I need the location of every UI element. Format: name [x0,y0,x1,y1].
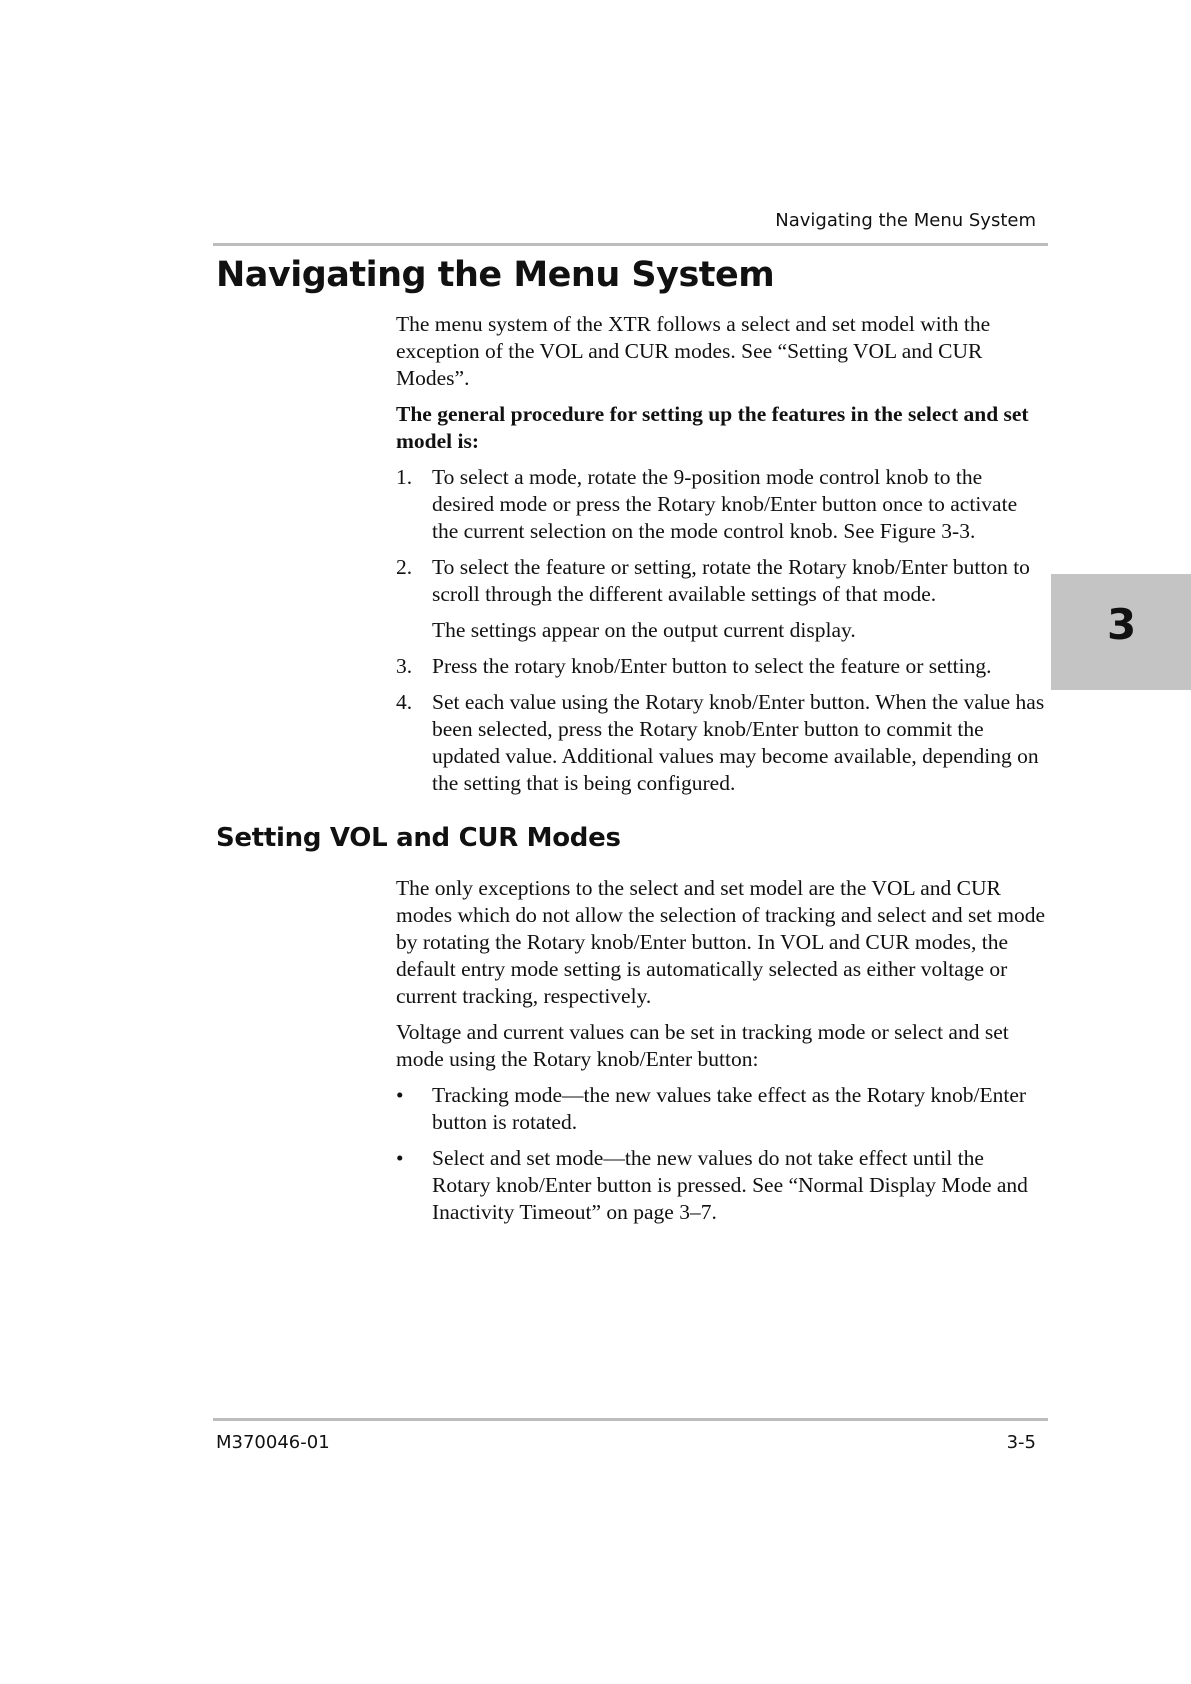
step-text: Set each value using the Rotary knob/Enter button. When the value has been selected, press the Rotary knob/Enter button to commit the updated value. Additional values may become available, depending on the setting that is being configured. [432,690,1045,795]
step-text: Press the rotary knob/Enter button to select the feature or setting. [432,654,992,678]
bullet-icon: • [396,1146,404,1170]
section-body [396,311,1046,806]
step-text: To select the feature or setting, rotate the Rotary knob/Enter button to scroll through the different available settings of that mode. [432,555,1030,606]
intro-paragraph: The menu system of the XTR follows a select and set model with the exception of the VOL and CUR modes. See “Setting VOL and CUR Modes”. [396,312,991,390]
subsection-title: Setting VOL and CUR Modes [216,823,621,853]
running-header: Navigating the Menu System [775,210,1036,231]
list-item [396,1145,1046,1226]
chapter-tab [1051,574,1191,690]
subsection-paragraph: Voltage and current values can be set in tracking mode or select and set mode using the Rotary knob/Enter button: [396,1020,1009,1071]
mode-bullets [396,1082,1046,1226]
procedure-steps [396,464,1046,797]
step-note: The settings appear on the output current display. [432,618,856,642]
section-title: Navigating the Menu System [216,255,775,295]
list-item [396,689,1046,797]
list-item [396,464,1046,545]
chapter-number: 3 [1107,600,1137,649]
step-number: 3. [396,654,413,678]
header-rule [213,243,1048,246]
doc-number: M370046-01 [216,1432,330,1453]
list-item [396,653,1046,680]
page-number: 3-5 [1006,1432,1036,1453]
bullet-text: Tracking mode—the new values take effect as the Rotary knob/Enter button is rotated. [432,1083,1027,1134]
list-item [396,554,1046,644]
footer-rule [213,1418,1048,1421]
step-number: 1. [396,465,413,489]
step-number: 4. [396,690,413,714]
list-item [396,1082,1046,1136]
step-text: To select a mode, rotate the 9-position mode control knob to the desired mode or press the Rotary knob/Enter button once to activate the current selection on the mode control knob. See Figure 3-3. [432,465,1018,543]
procedure-lead: The general procedure for setting up the features in the select and set model is: [396,402,1029,453]
step-number: 2. [396,555,413,579]
bullet-text: Select and set mode—the new values do not take effect until the Rotary knob/Enter button is pressed. See “Normal Display Mode and Inactivity Timeout” on page 3–7. [432,1146,1028,1224]
subsection-paragraph: The only exceptions to the select and set model are the VOL and CUR modes which do not allow the selection of tracking and select and set mode by rotating the Rotary knob/Enter button. In VOL and CUR modes, the default entry mode setting is automatically selected as either voltage or current tracking, respectively. [396,876,1045,1008]
bullet-icon: • [396,1083,404,1107]
subsection-body [396,875,1046,1235]
